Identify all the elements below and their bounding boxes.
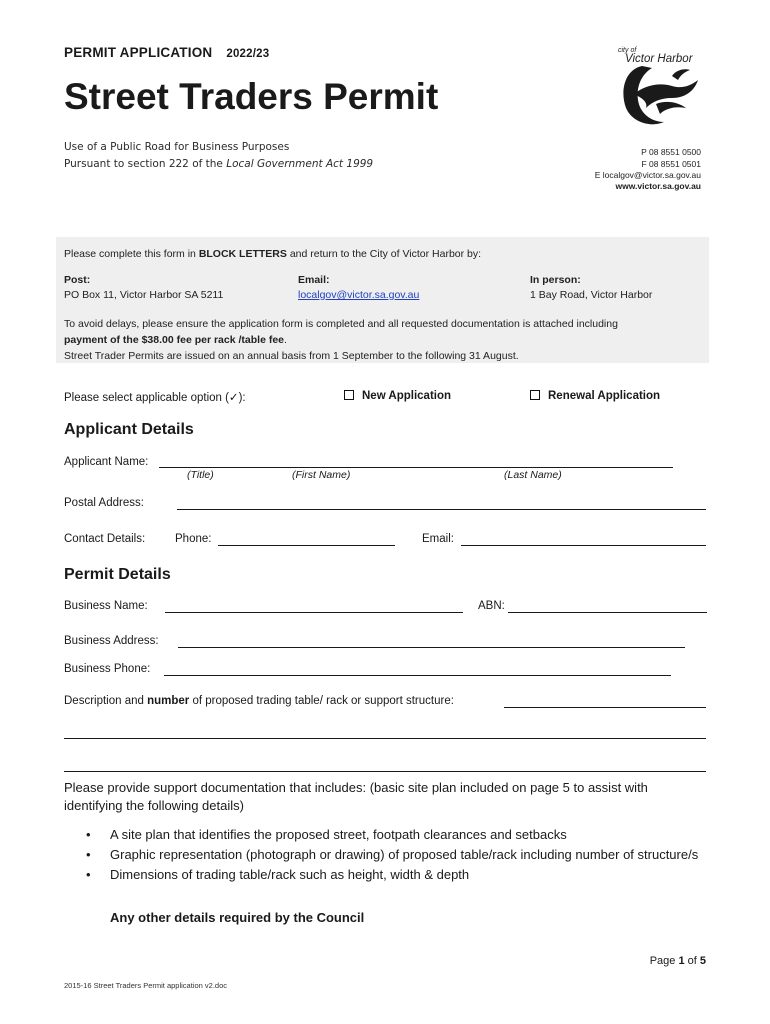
support-bullet-list [64, 826, 710, 886]
business-address-field[interactable] [178, 647, 685, 648]
support-bullet: • Graphic representation (photograph or drawing) of proposed table/rack including number of structure/s [110, 846, 710, 863]
last-name-hint: (Last Name) [504, 469, 562, 481]
applicant-name-label: Applicant Name: [64, 456, 149, 468]
phone-field[interactable] [218, 545, 395, 546]
contact-email[interactable]: E localgov@victor.sa.gov.au [594, 170, 701, 180]
description-field-1[interactable] [504, 707, 706, 708]
fee-notice [64, 334, 287, 346]
delay-text: To avoid delays, please ensure the application form is completed and all requested documentation is attached including [64, 318, 618, 330]
support-intro: Please provide support documentation that includes: (basic site plan included on page 5 to assist with identifying the following details) [64, 780, 648, 813]
act-name: Local Government Act 1999 [226, 158, 374, 170]
email-label: Email: [298, 274, 330, 286]
in-person-label: In person: [530, 274, 581, 286]
email-link[interactable]: localgov@victor.sa.gov.au [298, 289, 420, 301]
page-number [650, 955, 706, 967]
business-name-field[interactable] [165, 612, 463, 613]
business-phone-label: Business Phone: [64, 663, 151, 675]
applicant-details-heading: Applicant Details [64, 421, 194, 438]
description-bold: number [147, 695, 190, 707]
first-name-hint: (First Name) [292, 469, 351, 481]
intro-prefix: Please complete this form in [64, 248, 199, 260]
delay-notice [64, 318, 702, 330]
description-suffix: of proposed trading table/ rack or support structure: [189, 695, 454, 707]
contact-details-label: Contact Details: [64, 533, 146, 545]
new-application-option[interactable] [344, 390, 451, 402]
form-type: PERMIT APPLICATION [64, 45, 213, 60]
page-total: 5 [699, 955, 706, 967]
abn-field[interactable] [508, 612, 707, 613]
form-label [64, 45, 269, 60]
logo-small-text: city of [618, 47, 637, 54]
page-current: 1 [678, 955, 685, 967]
contact-phone: P 08 8551 0500 [641, 147, 701, 157]
description-label [64, 695, 454, 707]
victor-harbor-logo-icon [612, 42, 708, 138]
fee-bold: payment of the $38.00 fee per rack /table fee [64, 334, 285, 346]
description-field-2[interactable] [64, 738, 706, 739]
page-prefix: Page [649, 955, 679, 967]
support-bullet: • Dimensions of trading table/rack such as height, width & depth [110, 866, 710, 883]
instructions-intro [64, 248, 481, 260]
description-field-3[interactable] [64, 771, 706, 772]
form-year: 2022/23 [226, 48, 270, 60]
description-prefix: Description and [64, 695, 148, 707]
applicant-name-field[interactable] [159, 467, 673, 468]
renewal-application-checkbox[interactable] [530, 390, 540, 400]
abn-label: ABN: [478, 600, 505, 612]
intro-bold: BLOCK LETTERS [198, 248, 287, 260]
applicant-email-label: Email: [422, 533, 454, 545]
renewal-application-label: Renewal Application [548, 390, 661, 402]
page-title: Street Traders Permit [64, 76, 439, 117]
new-application-checkbox[interactable] [344, 390, 354, 400]
title-hint: (Title) [187, 469, 214, 481]
contact-website[interactable]: www.victor.sa.gov.au [615, 181, 701, 191]
postal-address-field[interactable] [177, 509, 706, 510]
contact-fax: F 08 8551 0501 [641, 159, 701, 169]
post-value: PO Box 11, Victor Harbor SA 5211 [64, 289, 224, 301]
fee-end: . [284, 334, 287, 346]
business-name-label: Business Name: [64, 600, 148, 612]
postal-address-label: Postal Address: [64, 497, 144, 509]
other-details-note: Any other details required by the Council [110, 910, 365, 925]
renewal-application-option[interactable] [530, 390, 660, 402]
subtitle-line-2 [64, 158, 373, 170]
permit-details-heading: Permit Details [64, 566, 171, 583]
support-bullet: • A site plan that identifies the proposed street, footpath clearances and setbacks [110, 826, 710, 843]
document-filename: 2015-16 Street Traders Permit application v2.doc [64, 981, 228, 990]
council-logo [612, 42, 708, 138]
subtitle-prefix: Pursuant to section 222 of the [64, 158, 227, 170]
applicant-email-field[interactable] [461, 545, 706, 546]
business-address-label: Business Address: [64, 635, 159, 647]
new-application-label: New Application [362, 390, 452, 402]
annual-notice: Street Trader Permits are issued on an annual basis from 1 September to the following 31 August. [64, 350, 519, 362]
intro-suffix: and return to the City of Victor Harbor by: [286, 248, 482, 260]
option-prompt: Please select applicable option (✓): [64, 392, 246, 404]
post-label: Post: [64, 274, 91, 286]
business-phone-field[interactable] [164, 675, 671, 676]
page-of: of [684, 955, 700, 967]
phone-label: Phone: [175, 533, 212, 545]
subtitle-line-1: Use of a Public Road for Business Purposes [64, 141, 290, 153]
in-person-value: 1 Bay Road, Victor Harbor [530, 289, 653, 301]
logo-name-text: Victor Harbor [625, 53, 693, 65]
